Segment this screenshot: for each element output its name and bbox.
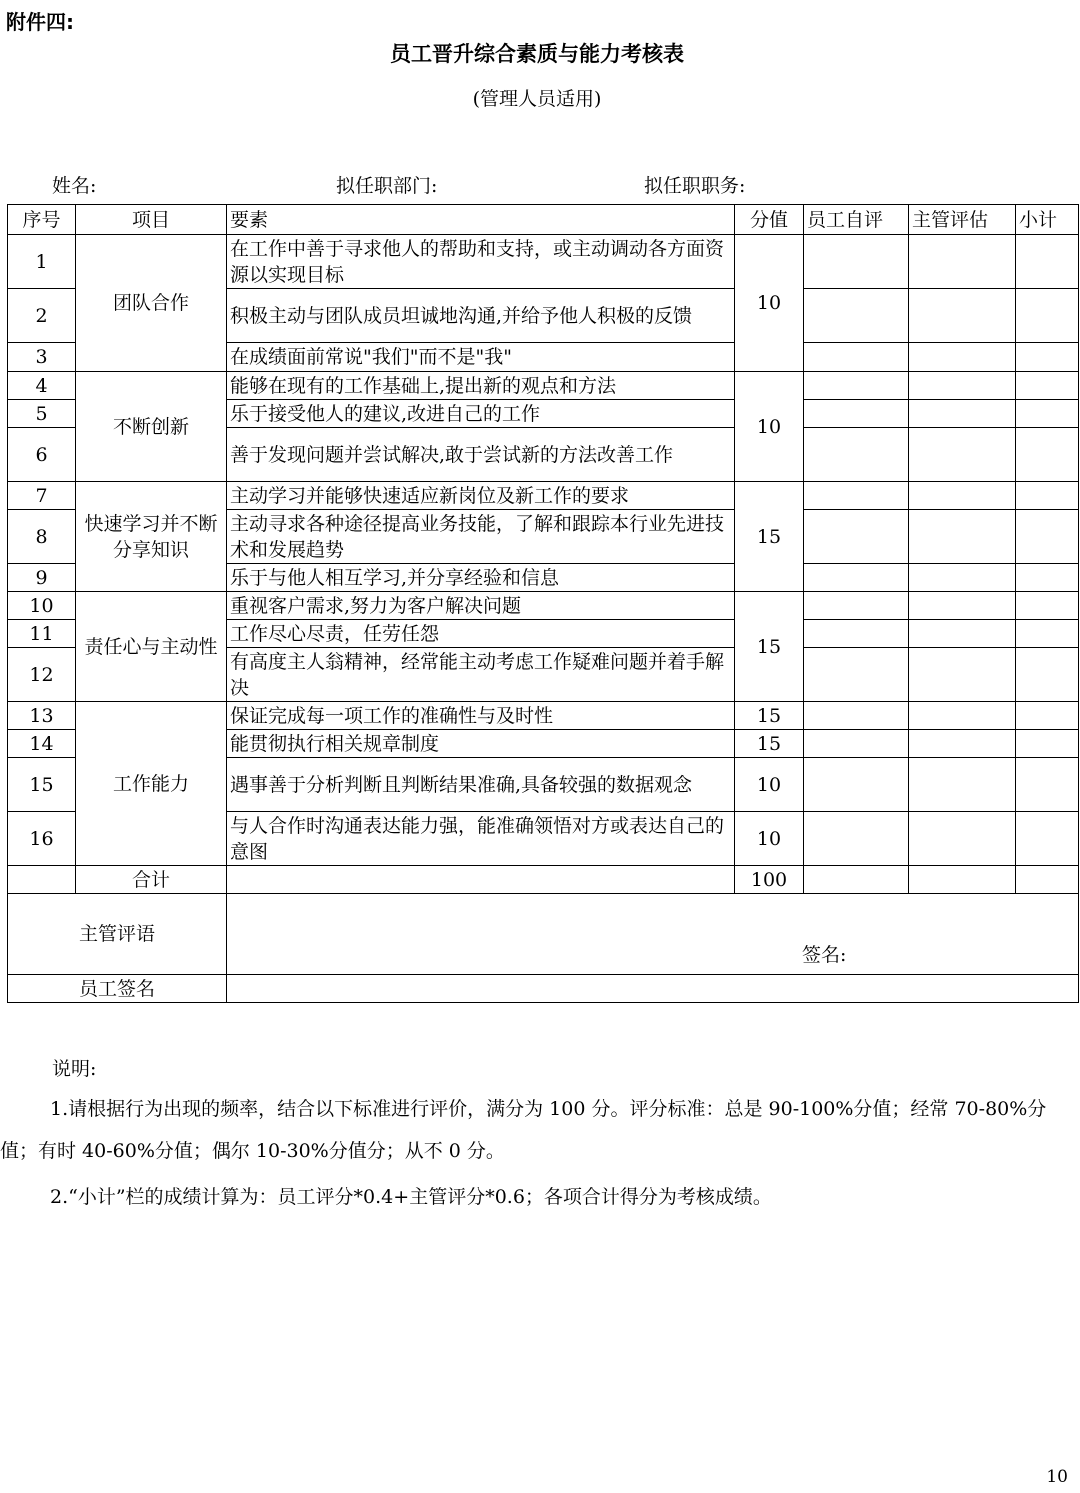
position-field-label: 拟任职职务: [644,175,746,197]
self-eval-cell[interactable] [804,730,909,758]
header-no: 序号 [8,205,76,235]
self-eval-cell[interactable] [804,620,909,648]
form-subtitle: (管理人员适用) [472,88,602,110]
row-number: 16 [8,812,76,866]
self-eval-cell[interactable] [804,235,909,289]
item-responsibility: 责任心与主动性 [76,592,227,702]
supervisor-eval-cell[interactable] [909,702,1016,730]
subtotal-cell[interactable] [1016,592,1079,620]
header-subtotal: 小计 [1016,205,1079,235]
element-text: 善于发现问题并尝试解决,敢于尝试新的方法改善工作 [227,428,735,482]
comment-area[interactable] [227,894,1079,975]
subtotal-cell[interactable] [1016,372,1079,400]
row-number: 3 [8,343,76,372]
employee-sign-area[interactable] [227,975,1079,1003]
subtotal-cell[interactable] [1016,289,1079,343]
subtotal-cell[interactable] [1016,702,1079,730]
subtotal-cell[interactable] [1016,510,1079,564]
self-eval-cell[interactable] [804,648,909,702]
attachment-label: 附件四: [6,10,74,34]
supervisor-eval-cell[interactable] [909,510,1016,564]
supervisor-eval-cell[interactable] [909,482,1016,510]
row-number: 1 [8,235,76,289]
employee-sign-row [8,975,1079,1003]
employee-sign-label: 员工签名 [8,975,227,1003]
total-label: 合计 [76,866,227,894]
element-text: 乐于与他人相互学习,并分享经验和信息 [227,564,735,592]
table-row [8,592,1079,620]
header-self-eval: 员工自评 [804,205,909,235]
table-row [8,372,1079,400]
supervisor-eval-cell[interactable] [909,400,1016,428]
supervisor-eval-cell[interactable] [909,648,1016,702]
subtotal-cell[interactable] [1016,648,1079,702]
table-header-row [8,205,1079,235]
page-number: 10 [1046,1467,1068,1487]
element-text: 主动寻求各种途径提高业务技能，了解和跟踪本行业先进技术和发展趋势 [227,510,735,564]
self-eval-cell[interactable] [804,372,909,400]
element-text: 与人合作时沟通表达能力强，能准确领悟对方或表达自己的意图 [227,812,735,866]
supervisor-eval-cell[interactable] [909,289,1016,343]
item-work-ability: 工作能力 [76,702,227,866]
score-cell: 10 [735,758,804,812]
element-text: 重视客户需求,努力为客户解决问题 [227,592,735,620]
comment-label: 主管评语 [8,894,227,975]
row-number: 15 [8,758,76,812]
supervisor-eval-cell[interactable] [909,730,1016,758]
note-item-2: 2.“小计”栏的成绩计算为：员工评分*0.4+主管评分*0.6；各项合计得分为考核成绩。 [50,1186,772,1208]
header-item: 项目 [76,205,227,235]
supervisor-eval-cell[interactable] [909,564,1016,592]
score-cell: 10 [735,812,804,866]
supervisor-eval-cell[interactable] [909,758,1016,812]
row-number: 10 [8,592,76,620]
subtotal-cell[interactable] [1016,730,1079,758]
self-eval-cell[interactable] [804,400,909,428]
supervisor-eval-cell[interactable] [909,372,1016,400]
element-text: 乐于接受他人的建议,改进自己的工作 [227,400,735,428]
element-text: 能贯彻执行相关规章制度 [227,730,735,758]
supervisor-eval-cell[interactable] [909,812,1016,866]
row-number: 11 [8,620,76,648]
comment-sign-label: 签名: [802,944,847,966]
row-number: 4 [8,372,76,400]
row-number: 7 [8,482,76,510]
subtotal-cell[interactable] [1016,482,1079,510]
score-cell: 15 [735,702,804,730]
self-eval-cell[interactable] [804,702,909,730]
item-learning-sharing: 快速学习并不断分享知识 [76,482,227,592]
element-text: 有高度主人翁精神，经常能主动考虑工作疑难问题并着手解决 [227,648,735,702]
supervisor-eval-cell[interactable] [909,592,1016,620]
table-row [8,482,1079,510]
element-text: 在工作中善于寻求他人的帮助和支持，或主动调动各方面资源以实现目标 [227,235,735,289]
subtotal-cell[interactable] [1016,343,1079,372]
item-team-cooperation: 团队合作 [76,235,227,372]
supervisor-eval-cell[interactable] [909,235,1016,289]
row-number: 14 [8,730,76,758]
self-eval-cell[interactable] [804,592,909,620]
score-cell: 15 [735,482,804,592]
row-number: 8 [8,510,76,564]
subtotal-cell[interactable] [1016,428,1079,482]
department-field-label: 拟任职部门: [336,175,438,197]
subtotal-cell[interactable] [1016,235,1079,289]
form-title: 员工晋升综合素质与能力考核表 [390,42,684,66]
total-element-cell [227,866,735,894]
element-text: 能够在现有的工作基础上,提出新的观点和方法 [227,372,735,400]
score-cell: 15 [735,592,804,702]
element-text: 保证完成每一项工作的准确性与及时性 [227,702,735,730]
total-self-eval-cell[interactable] [804,866,909,894]
name-field-label: 姓名: [52,175,97,197]
element-text: 工作尽心尽责，任劳任怨 [227,620,735,648]
self-eval-cell[interactable] [804,758,909,812]
self-eval-cell[interactable] [804,482,909,510]
self-eval-cell[interactable] [804,343,909,372]
table-row [8,702,1079,730]
header-element: 要素 [227,205,735,235]
score-cell: 10 [735,372,804,482]
score-cell: 10 [735,235,804,372]
subtotal-cell[interactable] [1016,400,1079,428]
self-eval-cell[interactable] [804,428,909,482]
item-innovation: 不断创新 [76,372,227,482]
subtotal-cell[interactable] [1016,758,1079,812]
note-item-1: 1.请根据行为出现的频率，结合以下标准进行评价，满分为 100 分。评分标准：总是 90-100%分值；经常 70-80%分值；有时 40-60%分值；偶尔 10-30%分值分；从不 0 分。 [0,1098,1047,1162]
total-subtotal-cell[interactable] [1016,866,1079,894]
comment-row [8,894,1079,975]
self-eval-cell[interactable] [804,564,909,592]
header-supervisor-eval: 主管评估 [909,205,1016,235]
supervisor-eval-cell[interactable] [909,620,1016,648]
self-eval-cell[interactable] [804,289,909,343]
assessment-table [7,204,1079,1003]
row-number: 12 [8,648,76,702]
element-text: 遇事善于分析判断且判断结果准确,具备较强的数据观念 [227,758,735,812]
element-text: 主动学习并能够快速适应新岗位及新工作的要求 [227,482,735,510]
total-supervisor-eval-cell[interactable] [909,866,1016,894]
row-number: 9 [8,564,76,592]
row-number: 13 [8,702,76,730]
subtotal-cell[interactable] [1016,564,1079,592]
supervisor-eval-cell[interactable] [909,343,1016,372]
notes-title: 说明: [52,1058,97,1080]
supervisor-eval-cell[interactable] [909,428,1016,482]
table-row [8,235,1079,289]
subtotal-cell[interactable] [1016,812,1079,866]
row-number: 6 [8,428,76,482]
element-text: 积极主动与团队成员坦诚地沟通,并给予他人积极的反馈 [227,289,735,343]
self-eval-cell[interactable] [804,812,909,866]
total-score: 100 [735,866,804,894]
self-eval-cell[interactable] [804,510,909,564]
total-row [8,866,1079,894]
row-number: 5 [8,400,76,428]
subtotal-cell[interactable] [1016,620,1079,648]
header-score: 分值 [735,205,804,235]
score-cell: 15 [735,730,804,758]
element-text: 在成绩面前常说"我们"而不是"我" [227,343,735,372]
total-no-cell [8,866,76,894]
row-number: 2 [8,289,76,343]
